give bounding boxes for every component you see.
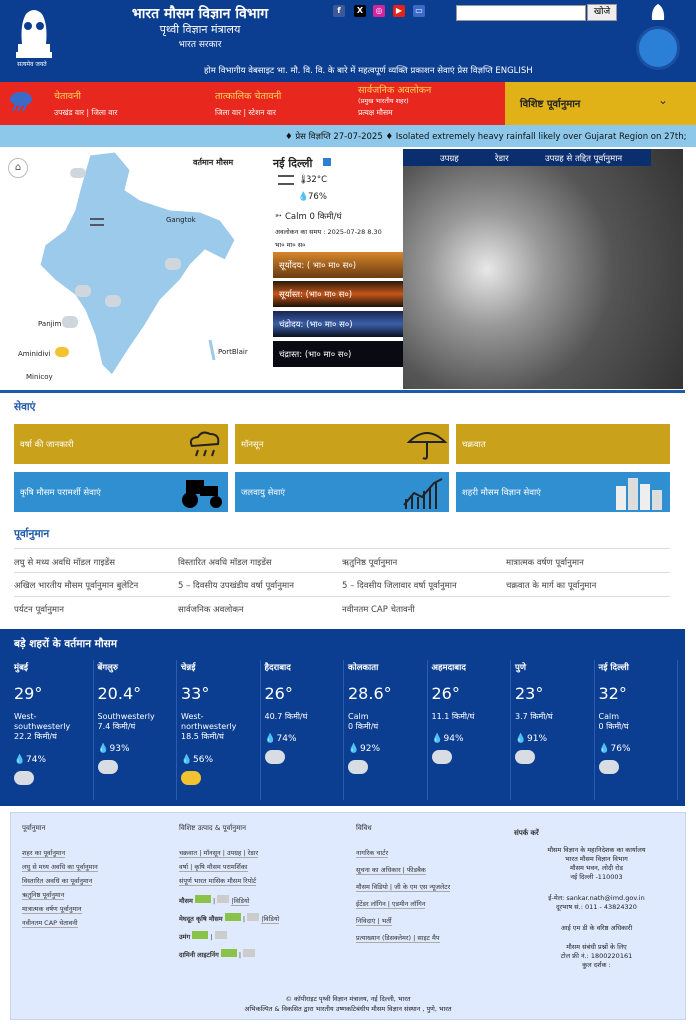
city-humidity: 93% [109,744,130,754]
city-card[interactable] [98,660,178,800]
city-buildings-icon [612,474,668,510]
warning-links[interactable]: उपखंड वार | जिला वार [54,108,118,117]
storm-warning-icon [8,89,34,115]
divider [14,596,670,597]
app-mausam: मौसम [179,897,193,905]
city-humidity: 92% [360,744,381,754]
cloud-icon[interactable] [75,285,91,297]
android-icon[interactable] [192,931,208,939]
map-title: वर्तमान मौसम [193,158,234,167]
thunder-cloud-icon [348,760,368,774]
footer-link[interactable]: वर्षा | कृषि मौसम परामर्शिका [179,863,248,871]
footer-col3-title: विविध [356,824,372,832]
city-temp: 29° [14,684,43,703]
map-label-panjim[interactable]: Panjim [38,320,62,328]
city-name: बेंगलुरु [97,663,118,673]
city-name: चेन्नई [181,663,196,673]
service-agromet[interactable]: कृषि मौसम परामर्शी सेवाएं [14,472,228,512]
forecast-link[interactable]: मात्रात्मक वर्षण पूर्वानुमान [506,558,584,568]
city-wind: 40.7 किमी/घं [264,712,308,721]
divider [14,572,670,573]
cloud-icon[interactable] [165,258,181,270]
city-wind: 11.1 किमी/घं [431,712,475,721]
haze-icon[interactable] [90,218,104,226]
rain-icon [432,750,452,764]
climate-chart-icon [400,475,446,511]
news-ticker[interactable] [0,125,696,147]
service-monsoon[interactable]: मॉनसून [235,424,449,464]
contact-block [514,846,679,970]
forecast-link[interactable]: सार्वजनिक अवलोकन [178,605,244,615]
video-link[interactable]: |विडियो [231,897,250,905]
ministry-title: पृथ्वी विज्ञान मंत्रालय [159,23,241,36]
public-obs-sub: (प्रमुख भारतीय शहर) [358,97,409,105]
contact-line: नई दिल्ली -110003 [570,873,623,881]
emblem-motto: सत्यमेव जयते [17,61,47,68]
partly-cloudy-icon[interactable] [55,347,69,357]
chevron-down-icon[interactable]: ⌄ [658,93,669,107]
cloudy-icon [98,760,118,774]
footer-link[interactable]: मात्रात्मक वर्षण पूर्वानुमान [22,905,82,913]
city-card[interactable] [265,660,345,800]
footer-col3 [356,846,450,945]
footer-link[interactable]: संपूर्ण भारत मासिक मौसम रिपोर्ट [179,877,257,885]
city-name: अहमदाबाद [431,663,466,673]
android-icon[interactable] [195,895,211,903]
android-icon[interactable] [221,949,237,957]
city-temp: 32° [598,684,627,703]
tab-sat-nowcast[interactable]: उपग्रह से तद्दित पूर्वानुमान [545,154,623,164]
services-title: सेवाएं [14,401,36,413]
govt-title: भारत सरकार [178,40,222,50]
city-humidity: 76% [610,744,631,754]
footer-link[interactable]: चक्रवात | मॉनसून | उपग्रह | रेडार [179,849,259,857]
city-humidity: 74% [26,755,47,765]
map-label-portblair[interactable]: PortBlair [218,348,248,356]
city-card[interactable] [515,660,595,800]
app-meghdoot: मेघदूत कृषि मौसम [179,915,223,923]
humidity-icon: 💧 [181,755,193,765]
sunset-row: सूर्यास्त: (भा० मा० स०) [273,281,403,307]
forecast-link[interactable]: विस्तारित अवधि मॉडल गाइडेंस [178,558,272,568]
city-temp: 28.6° [348,684,392,703]
forecast-title: पूर्वानुमान [14,528,50,540]
city-wind: 18.5 किमी/घं [181,732,224,741]
humidity-icon: 💧 [598,744,610,754]
rain-icon [515,750,535,764]
nowcast-title[interactable]: तात्कालिक चेतावनी [215,91,282,102]
wind-icon: ➳ [275,211,282,220]
city-card[interactable] [14,660,94,800]
city-name: नई दिल्ली [598,663,629,673]
current-temp: 32°C [306,175,328,185]
forecast-link[interactable]: पर्यटन पूर्वानुमान [14,605,64,615]
city-wind: 0 किमी/घं [348,722,379,731]
contact-line: मौसम विज्ञान के महानिदेशक का कार्यालय [547,846,646,854]
haze-icon [599,760,619,774]
city-temp: 23° [515,684,544,703]
android-icon[interactable] [225,913,241,921]
top-nav[interactable]: होम विभागीय वेबसाइट भा. मौ. वि. वि. के बारे में महत्वपूर्ण व्यक्ति प्रकाशन सेवाएं प्रेस विज्ञप्ति ENGLISH [204,66,533,76]
city-wind: Southwesterly [97,712,155,721]
tab-radar[interactable]: रेडार [495,154,509,164]
moonrise-row: चंद्रोदय: (भा० मा० स०) [273,311,403,337]
footer-col2-title: विशिष्ट उत्पाद & पूर्वानुमान [179,824,246,832]
tollfree-label: मौसम संबंधी प्रश्नों के लिए [566,943,627,951]
city-wind: West- [14,712,37,721]
map-label-gangtok[interactable]: Gangtok [166,216,196,224]
haze-icon [278,175,294,185]
nowcast-links[interactable]: जिला वार | स्टेशन वार [215,108,276,117]
tractor-icon [174,474,230,510]
service-cyclone[interactable]: चक्रवात [456,424,670,464]
humidity-icon: 💧 [97,744,109,754]
city-wind: Calm [598,712,620,721]
city-humidity: 91% [527,734,548,744]
obs-timezone: भा० मा० स० [275,241,306,249]
footer-col4-title: संपर्क करें [514,829,539,837]
footer-col1-title: पूर्वानुमान [22,824,46,832]
apple-icon[interactable] [217,895,229,903]
home-icon[interactable]: ⌂ [8,158,28,178]
city-wind: Calm [348,712,369,721]
visitor-count: कुल दर्शक : [582,961,611,969]
forecast-link[interactable]: 5 – दिवसीय उपखंडीय वर्षा पूर्वानुमान [178,581,294,591]
city-card[interactable] [181,660,261,800]
facebook-icon[interactable]: f [333,5,345,17]
city-wind: southwesterly [14,722,71,731]
humidity-icon: 💧 [264,734,276,744]
footer-col1 [22,846,98,930]
map-label-aminidivi[interactable]: Aminidivi [18,350,51,358]
govt-emblem-small-icon [648,2,668,24]
public-obs-group [358,83,431,118]
apple-icon[interactable] [215,931,227,939]
rain-cloud-icon [186,428,224,460]
moonset-row: चंद्रास्त: (भा० मा० स०) [273,341,403,367]
city-wind: 0 किमी/घं [598,722,629,731]
copyright: © कॉपीराइट पृथ्वी विज्ञान मंत्रालय, नई दिल्ली, भारत [285,995,411,1003]
footer-link[interactable]: ईटेंडर लॉगिन | एडमीन लॉगिन [356,900,426,908]
city-temp: 20.4° [97,684,142,703]
city-wind: 3.7 किमी/घं [515,712,553,721]
site-titles [110,6,290,52]
city-temp: 26° [431,684,460,703]
humidity-icon: 💧 [515,734,527,744]
cloud-icon[interactable] [62,316,78,328]
obs-time: अवलोकन का समय : 2025-07-28 8.30 [275,228,382,236]
nowcast-group [215,89,281,118]
warning-title[interactable]: चेतावनी [54,91,81,102]
forecast-link[interactable]: चक्रवात के मार्ग का पूर्वानुमान [506,581,597,591]
forecast-link[interactable]: लघु से मध्य अवधि मॉडल गाइडेंस [14,558,115,568]
footer-col2: चक्रवात | मॉनसून | उपग्रह | रेडार वर्षा | कृषि मौसम परामर्शिका संपूर्ण भारत मासिक मौसम रिपोर्ट मौसम | |विडियो मेघदूत कृषि मौसम | |विडियो उमंग | दामिनी लाइटनिंग | [179,849,280,959]
city-humidity: 74% [276,734,297,744]
contact-line: भारत मौसम विज्ञान विभाग [565,855,628,863]
footer-link[interactable]: लघु से मध्य अवधि का पूर्वानुमान [22,863,98,871]
humidity-icon: 💧 [348,744,360,754]
contact-email[interactable]: ई-मेल: sankar.nath@imd.gov.in [548,894,645,902]
city-wind: West- [181,712,204,721]
tab-satellite[interactable]: उपग्रह [440,154,459,164]
footer-link[interactable]: ऋतुनिष्ठ पूर्वानुमान [22,891,65,899]
public-obs-title[interactable]: सार्वजनिक अवलोकन [358,85,432,96]
city-name: हैदराबाद [264,663,291,673]
imd-logo [636,26,680,70]
umbrella-icon [405,426,449,462]
contact-phone: दूरभाष सं.: 011 - 43824320 [556,903,637,911]
forecast-link[interactable]: 5 – दिवसीय जिलावार वर्षा पूर्वानुमान [342,581,457,591]
current-humidity: 76% [308,192,327,202]
city-temp: 26° [264,684,293,703]
humidity-icon: 💧 [14,755,26,765]
developed-by: अभिकल्पित & विकसित द्वारा भारतीय उष्णकटिबंधीय मौसम विज्ञान संस्थान , पुणे, भारत [244,1005,452,1013]
footer-link[interactable]: विस्तारित अवधि का पूर्वानुमान [22,877,93,885]
thermometer-icon: 🌡 [298,175,309,185]
forecast-link[interactable]: ऋतुनिष्ठ पूर्वानुमान [342,558,398,568]
apple-icon[interactable] [247,913,259,921]
service-rainfall[interactable]: वर्षा की जानकारी [14,424,228,464]
city-name: मुंबई [14,663,29,673]
senior-officers-link[interactable]: आई एम डी के वरिष्ठ अधिकारी [560,924,633,932]
city-card[interactable] [599,660,679,800]
sunrise-row: सूर्योदय: ( भा० मा० स०) [273,252,403,278]
search-button[interactable]: खोजे [587,4,617,21]
humidity-icon: 💧 [431,734,443,744]
footer-link[interactable]: शहर का पूर्वानुमान [22,849,66,857]
map-label-minicoy[interactable]: Minicoy [26,373,53,381]
forecast-link[interactable]: नवीनतम CAP चेतावनी [342,605,415,615]
current-city-name: नई दिल्ली [273,157,313,170]
app-damini: दामिनी लाइटनिंग [179,951,219,959]
contact-line: मौसम भवन, लोदी रोड [570,864,623,872]
city-wind: 22.2 किमी/घं [14,732,57,741]
satellite-image[interactable] [403,149,683,389]
service-climate[interactable]: जलवायु सेवाएं [235,472,449,512]
ticker-text[interactable]: ♦ प्रेस विज्ञप्ति 27-07-2025 ♦ Isolated extremely heavy rainfall likely over Gujarat Region on 27th; [285,132,687,142]
partly-cloudy-icon [181,771,201,785]
city-wind: northwesterly [181,722,237,731]
city-humidity: 56% [193,755,214,765]
section-divider [0,390,685,393]
city-name: कोलकाता [348,663,379,673]
public-obs-links[interactable]: प्रत्यक्ष मौसम [358,108,393,117]
city-wind: 7.4 किमी/घं [97,722,136,731]
tollfree-number: टोल फ्री नं.: 1800220161 [560,952,633,960]
copyright-block [10,994,686,1014]
divider [14,548,670,549]
cities-title: बड़े शहरों के वर्तमान मौसम [14,638,118,650]
city-name: पुणे [515,663,526,673]
footer-link[interactable]: प्रत्याख्यान (डिसक्लेमर) | साइट मैप [356,934,440,942]
instagram-icon[interactable]: ◎ [373,5,385,17]
x-icon[interactable]: X [354,5,366,17]
search-input[interactable] [456,5,586,21]
video-link[interactable]: |विडियो [261,915,280,923]
special-forecast-label[interactable]: विशिष्ट पूर्वानुमान [520,99,581,110]
city-card[interactable] [432,660,512,800]
chat-icon[interactable]: ▭ [413,5,425,17]
current-wind: Calm 0 किमी/घं [285,212,342,222]
city-temp: 33° [181,684,210,703]
footer-link[interactable]: मौसम विडियो | जी के एम एस न्यूजलेटर [356,883,451,891]
apple-icon[interactable] [243,949,255,957]
service-urban[interactable]: शहरी मौसम विज्ञान सेवाएं [456,472,670,512]
footer-link[interactable]: नवीनतम CAP चेतावनी [22,919,78,927]
city-humidity: 94% [443,734,464,744]
youtube-icon[interactable]: ▶ [393,5,405,17]
cloud-icon[interactable] [70,168,86,178]
city-card[interactable] [348,660,428,800]
footer-link[interactable]: निविदाएं | भर्ती [356,917,392,925]
app-umang: उमंग [179,933,191,941]
thunder-cloud-icon [14,771,34,785]
cloud-icon[interactable] [105,295,121,307]
footer-link[interactable]: सूचना का अधिकार | फीडबैक [356,866,426,874]
warning-group [54,89,117,118]
forecast-link[interactable]: अखिल भारतीय मौसम पूर्वानुमान बुलेटिन [14,581,139,591]
city-marker-icon [323,158,331,166]
footer-link[interactable]: नागरिक चार्टर [356,849,389,857]
site-title: भारत मौसम विज्ञान विभाग [131,6,269,22]
humidity-icon: 💧 [298,192,309,202]
thunder-cloud-icon [265,750,285,764]
